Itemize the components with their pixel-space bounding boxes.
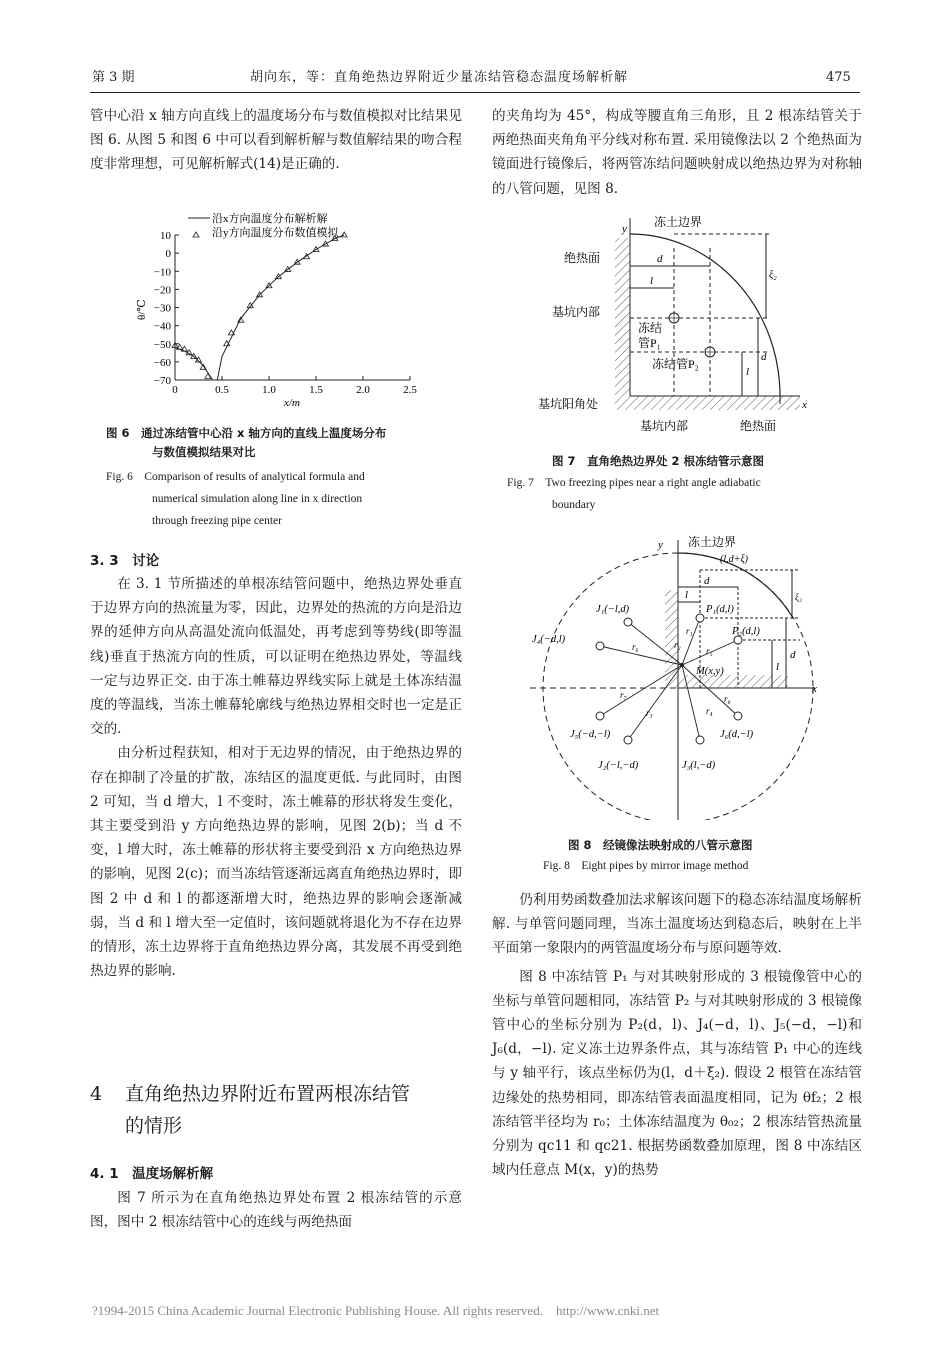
- fig6-y-tick-label: −70: [153, 375, 171, 387]
- legend-triangle-label: 沿y方向温度分布数值模拟: [212, 227, 339, 239]
- fig8-d-right: d: [790, 649, 796, 661]
- fig7-caption-en: Fig. 7 Two freezing pipes near a right angle adiabatic: [507, 477, 761, 489]
- fig8-point-m: [680, 663, 684, 667]
- paragraph: 仍利用势函数叠加法求解该问题下的稳态冻结温度场解析解. 与单管问题同理，当冻土温度场达到稳态后，映射在上半平面第一象限内的两管温度场分布与原问题等效.: [492, 892, 862, 957]
- fig7-pit-inside-label: 基坑内部: [552, 305, 601, 319]
- paragraph: 管中心沿 x 轴方向直线上的温度场分布与数值模拟对比结果见图 6. 从图 5 和图 6 中可以看到解析解与数值解结果的吻合程度非常理想，可见解析解式(14)是正确的.: [90, 108, 462, 173]
- section-4-number: 4: [90, 1083, 103, 1105]
- fig6-marks: [172, 232, 347, 380]
- right-column-body: [492, 888, 862, 1182]
- fig6-y-tick-label: −10: [153, 266, 171, 279]
- fig7-l-right: l: [746, 366, 750, 378]
- paragraph: 的夹角均为 45°，构成等腰直角三角形，且 2 根冻结管关于两绝热面夹角角平分线对称布置. 采用镜像法以 2 个绝热面为镜面进行镜像后，将两管冻结问题映射成以绝热边界为对称轴的八管问题，见图 8.: [492, 108, 862, 197]
- paragraph: 图 7 所示为在直角绝热边界处布置 2 根冻结管的示意图，图中 2 根冻结管中心的连线与两绝热面: [90, 1190, 462, 1231]
- fig6-xlabel: x/m: [284, 397, 300, 409]
- fig8-label-j5: J₅(−d,−l): [570, 729, 611, 740]
- fig6-y-tick-label: −30: [153, 302, 171, 315]
- running-title: 胡向东，等：直角绝热边界附近少量冻结管稳态温度场解析解: [250, 70, 629, 85]
- legend-triangle-swatch: [193, 232, 199, 237]
- fig8-r2: r₂: [674, 640, 681, 650]
- fig8-label-p1: P₁(d,l): [706, 604, 734, 615]
- fig8-label-j3: J₃(l,−d): [682, 760, 716, 771]
- fig8-pipe-j4: [596, 642, 604, 650]
- paragraph: 图 8 中冻结管 P₁ 与对其映射形成的 3 根镜像管中心的坐标与单管问题相同，冻结管 P₂ 与对其映射形成的 3 根镜像管中心的坐标分别为 P₂(d，l)、J₄(−d，l)、J₅(−d，−l)和 J₆(d，−l). 定义冻土边界条件点，其与冻结管 P₁ 中心的连线与 y 轴平行，该点坐标仍为(l，d＋ξ₂). 假设 2 根管在冻结管边缘处的热势相同，即冻结管表面温度相同，记为 θf₂；2 根冻结管半径均为 r₀；土体冻结温度为 θ₀₂；2 根冻结管热流量分别为 qc11 和 qc21. 根据势函数叠加原理，图 8 中冻结区域内任意点 M(x，y)的热势: [492, 968, 862, 1179]
- fig8-caption-en: Fig. 8 Eight pipes by mirror image method: [543, 860, 749, 872]
- section-4-1-heading: 4. 1 温度场解析解: [90, 1166, 214, 1182]
- fig8-x-label: x: [812, 683, 817, 695]
- fig8-d-top: d: [704, 575, 710, 587]
- fig8-point-label: (l,d+ξ): [720, 554, 748, 565]
- left-column: [90, 104, 462, 177]
- fig8-r4: r₄: [706, 706, 713, 716]
- section-4-title-2: 的情形: [125, 1115, 183, 1137]
- fig8-pipe-j6: [734, 712, 742, 720]
- series-numerical-point: [341, 232, 347, 237]
- fig7-x-label: x: [802, 399, 807, 411]
- fig8-caption-zh: 图 8 经镜像法映射成的八管示意图: [568, 838, 753, 852]
- header-rule: [90, 92, 860, 93]
- fig8-r3: r₃: [646, 708, 653, 718]
- fig6-y-tick-label: 0: [165, 248, 171, 261]
- fig6-y-tick-label: 10: [160, 230, 171, 242]
- fig6-caption-zh-2: 与数值模拟结果对比: [152, 445, 256, 459]
- fig8-pipe-j3: [696, 736, 704, 744]
- issue-label: 第 3 期: [92, 70, 135, 85]
- fig8-frozen-boundary-label: 冻土边界: [688, 535, 737, 549]
- fig6-y-tick-label: −20: [153, 284, 171, 297]
- series-analytical-line: [175, 235, 344, 380]
- fig7-l-top: l: [650, 275, 654, 287]
- fig8-y-label: y: [658, 539, 663, 551]
- fig8-xi2: ξ₂: [795, 592, 802, 602]
- fig8-l-right: l: [776, 661, 780, 673]
- fig6-y-tick-label: −40: [153, 320, 171, 333]
- fig6-x-tick-label: 0: [172, 384, 178, 396]
- section-4-title: 直角绝热边界附近布置两根冻结管: [125, 1083, 411, 1105]
- page-number: 475: [826, 70, 851, 85]
- fig7-adiabatic-bottom-label: 绝热面: [740, 419, 777, 433]
- fig7-pipe1-label: 冻结: [638, 321, 663, 335]
- fig7-y-label: y: [622, 223, 627, 235]
- fig8-r1: r₁: [686, 626, 693, 636]
- fig6-x-tick-label: 2.0: [356, 384, 370, 396]
- paragraph: 由分析过程获知，相对于无边界的情况，由于绝热边界的存在抑制了冷量的扩散，冻结区的温度更低. 与此同时，由图 2 可知，当 d 增大，l 不变时，冻土帷幕的形状将发生变化，其主要受到沿 y 方向绝热边界的影响，见图 2(b)；当 d 不变，l 增大时，冻土帷幕的形状将主要受到沿 x 方向绝热边界的影响，见图 2(c)；而当冻结管逐渐远离直角绝热边界时，即图 2 中 d 和 l 的都逐渐增大时，绝热边界的影响会逐渐减弱，当 d 和 l 增大至一定值时，该问题就将退化为不存在边界的情形，冻土边界将于直角绝热边界分离，其发展不再受到绝热边界的影响.: [90, 745, 462, 980]
- fig8-pipe-j1: [624, 618, 632, 626]
- fig7-caption-zh: 图 7 直角绝热边界处 2 根冻结管示意图: [552, 454, 765, 468]
- fig8-label-j6: J₆(d,−l): [720, 729, 754, 740]
- fig7-adiabatic-label: 绝热面: [564, 251, 601, 265]
- fig6-y-tick-label: −60: [153, 356, 171, 369]
- fig6-caption-en-2: numerical simulation along line in x direction: [152, 493, 363, 505]
- fig7-hatch-bottom: [615, 396, 800, 410]
- fig8-pipe-j2: [624, 736, 632, 744]
- fig8-label-p2: P₂(d,l): [732, 626, 760, 637]
- fig6-caption-en: Fig. 6 Comparison of results of analytical formula and: [106, 471, 365, 483]
- fig8-r6: r₆: [632, 642, 639, 652]
- fig7-pipe2-label: 冻结管P₂: [652, 357, 699, 371]
- fig6-caption-en-3: through freezing pipe center: [152, 515, 282, 527]
- fig7-hatch-left: [615, 238, 630, 396]
- fig6-y-tick-label: −50: [153, 338, 171, 351]
- fig8-r7: r₇: [620, 690, 627, 700]
- fig8-r5: r₅: [706, 646, 713, 656]
- fig6-caption-zh: 图 6 通过冻结管中心沿 x 轴方向的直线上温度场分布: [106, 426, 387, 440]
- fig6-x-tick-label: 1.5: [309, 384, 323, 396]
- fig6-ylabel: θ/℃: [136, 299, 148, 320]
- fig8-r8: r₈: [724, 694, 731, 704]
- fig7-corner-label: 基坑阳角处: [538, 397, 599, 411]
- fig7-d-right: d: [761, 351, 767, 363]
- fig7-pipe1-label-2: 管P₁: [638, 336, 661, 350]
- paragraph: 在 3. 1 节所描述的单根冻结管问题中，绝热边界处垂直于边界方向的热流量为零，因此，边界处的热流的方向是沿边界的延伸方向从高温处流向低温处，再考虑到等势线(即等温线)垂直于热流方向的性质，可以证明在绝热边界处，等温线一定与边界正交. 由于冻土帷幕边界线实际上就是土体冻结温度的等温线，当冻土帷幕轮廓线与绝热边界相交时也一定是正交的.: [90, 576, 462, 738]
- fig7-frozen-boundary-label: 冻土边界: [654, 215, 703, 229]
- fig7-diagram: [530, 208, 830, 438]
- fig8-diagram: [510, 530, 850, 820]
- fig7-caption-en-2: boundary: [552, 499, 596, 511]
- fig8-label-j4: J₄(−d,l): [532, 634, 566, 645]
- left-column-body: [90, 572, 462, 983]
- fig8-l-top: l: [685, 589, 689, 601]
- fig8-label-m: M(x,y): [696, 666, 724, 677]
- section-3-3-heading: 3. 3 讨论: [90, 553, 160, 569]
- fig8-label-j2: J₂(−l,−d): [598, 760, 639, 771]
- fig8-pipe-p2: [734, 636, 742, 644]
- fig6-x-tick-label: 1.0: [262, 384, 276, 396]
- fig6-chart: [120, 210, 440, 410]
- fig6-axes: [154, 230, 418, 396]
- fig7-pit-inside-bottom-label: 基坑内部: [640, 419, 689, 433]
- fig7-d-top: d: [657, 253, 663, 265]
- left-column-end: [90, 1186, 462, 1234]
- fig8-label-j1: J₁(−l,d): [596, 604, 630, 615]
- copyright-footer: ?1994-2015 China Academic Journal Electronic Publishing House. All rights reserved. http://www.cnki.net: [92, 1303, 660, 1318]
- fig6-x-tick-label: 2.5: [403, 384, 417, 396]
- fig6-x-tick-label: 0.5: [215, 384, 229, 396]
- series-numerical-point: [238, 317, 244, 322]
- fig8-pipe-j5: [596, 712, 604, 720]
- fig7-xi2: ξ₂: [769, 270, 777, 281]
- legend-line-label: 沿x方向温度分布解析解: [212, 213, 328, 225]
- series-numerical-point: [200, 364, 206, 369]
- right-column: [492, 104, 862, 201]
- fig8-pipe-p1: [696, 614, 704, 622]
